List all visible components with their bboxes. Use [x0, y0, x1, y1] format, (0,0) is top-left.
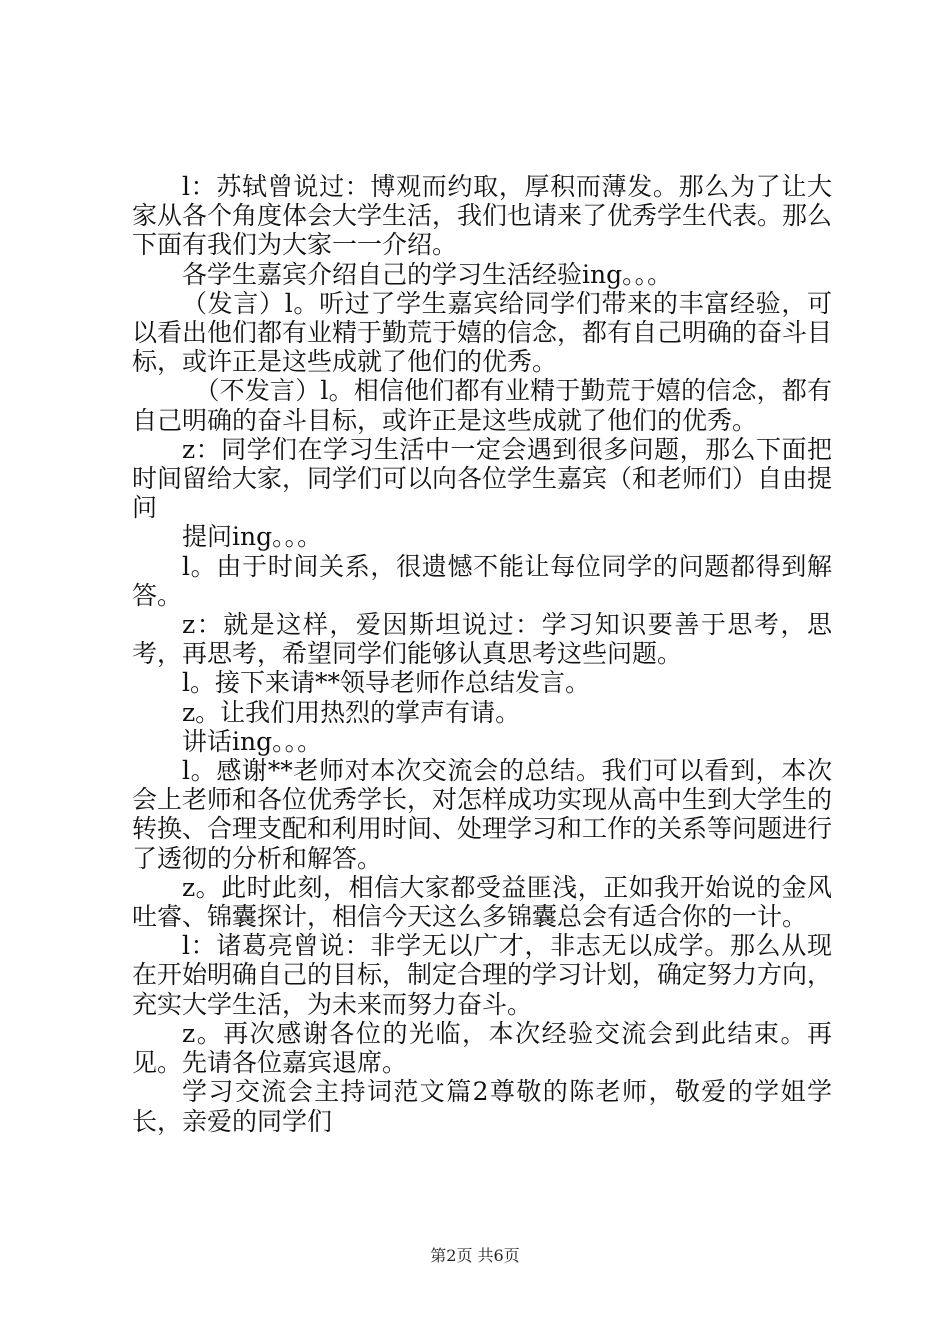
paragraph-3: （发言）l。听过了学生嘉宾给同学们带来的丰富经验，可以看出他们都有业精于勤荒于嬉的信念，都有自己明确的奋斗目标，或许正是这些成就了他们的优秀。: [132, 288, 833, 377]
paragraph-16: 学习交流会主持词范文篇2尊敬的陈老师，敬爱的学姐学长，亲爱的同学们: [132, 1077, 832, 1136]
paragraph-15: z。再次感谢各位的光临，本次经验交流会到此结束。再见。先请各位嘉宾退席。: [132, 1018, 832, 1078]
paragraph-1: l：苏轼曾说过：博观而约取，厚积而薄发。那么为了让大家从各个角度体会大学生活，我们也请来了优秀学生代表。那么下面有我们为大家一一介绍。: [132, 172, 833, 260]
paragraph-7: l。由于时间关系，很遗憾不能让每位同学的问题都得到解答。: [132, 551, 832, 610]
paragraph-13: z。此时此刻，相信大家都受益匪浅，正如我开始说的金风吐睿、锦囊探计，相信今天这么多锦囊总会有适合你的一计。: [132, 872, 832, 932]
paragraph-10: z。让我们用热烈的掌声有请。: [182, 697, 521, 727]
paragraph-8: z：就是这样，爱因斯坦说过：学习知识要善于思考，思考，再思考，希望同学们能够认真思考这些问题。: [132, 610, 832, 669]
paragraph-4: （不发言）l。相信他们都有业精于勤荒于嬉的信念，都有自己明确的奋斗目标，或许正是这些成就了他们的优秀。: [132, 376, 832, 435]
page-number-footer: 第2页 共6页: [430, 1246, 520, 1265]
paragraph-9: l。接下来请**领导老师作总结发言。: [182, 668, 590, 698]
paragraph-6: 提问ing。。。: [182, 522, 323, 552]
paragraph-2: 各学生嘉宾介绍自己的学习生活经验ing。。。: [182, 259, 673, 289]
paragraph-11: 讲话ing。。。: [182, 726, 323, 756]
document-body: [132, 172, 832, 1136]
paragraph-5: z：同学们在学习生活中一定会遇到很多问题，那么下面把时间留给大家，同学们可以向各位学生嘉宾（和老师们）自由提问: [132, 434, 833, 523]
paragraph-12: l。感谢**老师对本次交流会的总结。我们可以看到，本次会上老师和各位优秀学长，对怎样成功实现从高中生到大学生的转换、合理支配和利用时间、处理学习和工作的关系等问题进行了透彻的分析和解答。: [132, 756, 833, 873]
paragraph-14: l：诸葛亮曾说：非学无以广才，非志无以成学。那么从现在开始明确自己的目标，制定合理的学习计划，确定努力方向，充实大学生活，为未来而努力奋斗。: [132, 931, 833, 1019]
